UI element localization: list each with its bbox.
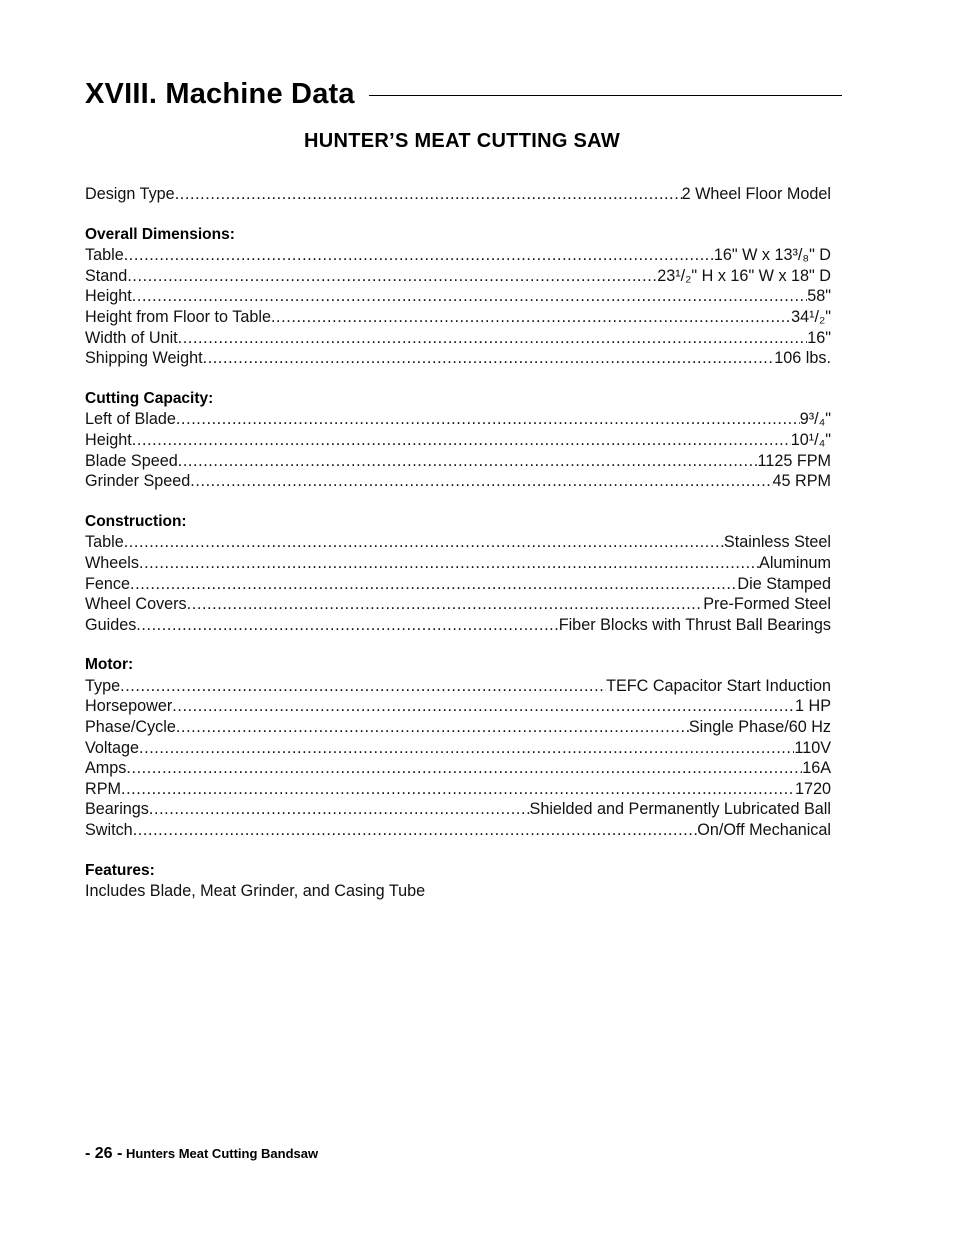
dot-leader xyxy=(203,348,775,369)
spec-value: 45 RPM xyxy=(772,472,831,491)
section-gap xyxy=(85,369,831,389)
dot-leader xyxy=(136,615,558,636)
spec-row xyxy=(85,266,831,287)
dot-leader xyxy=(178,451,758,472)
spec-label: Table xyxy=(85,533,124,552)
spec-row-design-type xyxy=(85,184,831,205)
spec-value: 110V xyxy=(794,738,831,757)
spec-row xyxy=(85,471,831,492)
spec-label: Bearings xyxy=(85,800,149,819)
spec-label: Wheels xyxy=(85,553,139,572)
spec-value: Shielded and Permanently Lubricated Ball xyxy=(529,800,831,819)
spec-value: 2 Wheel Floor Model xyxy=(681,185,831,203)
spec-value: 58" xyxy=(807,287,831,306)
spec-value: 10¹/₄" xyxy=(790,430,831,449)
section-gap xyxy=(85,492,831,512)
dot-leader xyxy=(124,245,714,266)
spec-value: 16A xyxy=(802,759,831,778)
spec-label: Type xyxy=(85,676,121,695)
spec-label: Blade Speed xyxy=(85,451,178,470)
spec-value: On/Off Mechanical xyxy=(697,821,831,840)
spec-value: 16" xyxy=(807,328,831,347)
features-text: Includes Blade, Meat Grinder, and Casing Tube xyxy=(85,882,426,901)
spec-row xyxy=(85,328,831,349)
spec-label: Height xyxy=(85,287,132,306)
spec-value: 23¹/₂" H x 16" W x 18" D xyxy=(657,266,831,285)
spec-row xyxy=(85,245,831,266)
dot-leader xyxy=(149,799,530,820)
section-heading-overall-dimensions: Overall Dimensions: xyxy=(85,225,235,243)
spec-label: RPM xyxy=(85,779,121,798)
page-footer xyxy=(85,1145,318,1163)
spec-value: 9³/₄" xyxy=(799,410,831,429)
page-number: - 26 - xyxy=(85,1145,123,1162)
spec-row xyxy=(85,799,831,820)
dot-leader xyxy=(132,430,791,451)
section-heading-construction: Construction: xyxy=(85,512,187,530)
title-row xyxy=(85,74,842,114)
spec-label: Left of Blade xyxy=(85,410,176,429)
spec-row xyxy=(85,430,831,451)
spec-row xyxy=(85,717,831,738)
spec-label: Amps xyxy=(85,759,127,778)
spec-value: 106 lbs. xyxy=(774,349,831,368)
section-gap xyxy=(85,635,831,655)
spec-label: Fence xyxy=(85,574,130,593)
spec-row xyxy=(85,532,831,553)
page-title: XVIII. Machine Data xyxy=(85,77,355,110)
spec-row xyxy=(85,738,831,759)
dot-leader xyxy=(175,184,682,205)
spec-value: TEFC Capacitor Start Induction xyxy=(606,676,831,695)
spec-label: Guides xyxy=(85,615,137,634)
spec-row xyxy=(85,348,831,369)
spec-row xyxy=(85,307,831,328)
title-rule xyxy=(369,95,842,96)
spec-value: 1125 FPM xyxy=(757,451,831,470)
dot-leader xyxy=(132,286,807,307)
spec-label: Grinder Speed xyxy=(85,472,191,491)
dot-leader xyxy=(127,266,657,287)
spec-content xyxy=(85,184,831,902)
spec-row xyxy=(85,820,831,841)
spec-label: Horsepower xyxy=(85,697,173,716)
spec-value: Pre-Formed Steel xyxy=(703,595,831,614)
spec-label: Table xyxy=(85,246,124,265)
spec-row xyxy=(85,451,831,472)
dot-leader xyxy=(124,532,724,553)
spec-value: 34¹/₂" xyxy=(791,307,831,326)
dot-leader xyxy=(130,574,737,595)
spec-row xyxy=(85,574,831,595)
dot-leader xyxy=(120,676,606,697)
dot-leader xyxy=(187,594,704,615)
spec-label: Stand xyxy=(85,266,128,285)
spec-row xyxy=(85,696,831,717)
spec-row xyxy=(85,286,831,307)
spec-label: Design Type xyxy=(85,185,175,203)
spec-value: 1720 xyxy=(794,779,831,798)
spec-label: Voltage xyxy=(85,738,140,757)
section-gap xyxy=(85,205,831,225)
spec-row xyxy=(85,553,831,574)
footer-title: Hunters Meat Cutting Bandsaw xyxy=(125,1146,319,1161)
section-heading-cutting-capacity: Cutting Capacity: xyxy=(85,389,214,407)
spec-row xyxy=(85,409,831,430)
section-heading-motor: Motor: xyxy=(85,656,134,674)
spec-row xyxy=(85,594,831,615)
spec-value: Stainless Steel xyxy=(723,533,831,552)
spec-row xyxy=(85,779,831,800)
spec-label: Phase/Cycle xyxy=(85,718,176,737)
spec-label: Shipping Weight xyxy=(85,349,203,368)
dot-leader xyxy=(176,409,800,430)
spec-row xyxy=(85,758,831,779)
dot-leader xyxy=(271,307,791,328)
spec-label: Width of Unit xyxy=(85,328,178,347)
spec-value: 1 HP xyxy=(795,697,831,716)
spec-value: 16" W x 13³/₈" D xyxy=(713,246,831,265)
dot-leader xyxy=(139,738,794,759)
dot-leader xyxy=(178,328,808,349)
spec-label: Height xyxy=(85,430,132,449)
spec-row xyxy=(85,676,831,697)
machine-name-heading: HUNTER’S MEAT CUTTING SAW xyxy=(303,130,620,152)
spec-label: Wheel Covers xyxy=(85,595,187,614)
spec-value: Single Phase/60 Hz xyxy=(688,718,831,737)
spec-label: Height from Floor to Table xyxy=(85,307,271,326)
dot-leader xyxy=(172,696,795,717)
dot-leader xyxy=(133,820,698,841)
dot-leader xyxy=(121,779,795,800)
dot-leader xyxy=(176,717,689,738)
spec-value: Aluminum xyxy=(759,553,831,572)
spec-label: Switch xyxy=(85,821,133,840)
spec-row xyxy=(85,615,831,636)
spec-value: Fiber Blocks with Thrust Ball Bearings xyxy=(558,615,831,634)
dot-leader xyxy=(126,758,802,779)
dot-leader xyxy=(190,471,772,492)
section-gap xyxy=(85,841,831,861)
section-heading-features: Features: xyxy=(85,861,155,879)
spec-value: Die Stamped xyxy=(737,574,831,593)
dot-leader xyxy=(139,553,759,574)
